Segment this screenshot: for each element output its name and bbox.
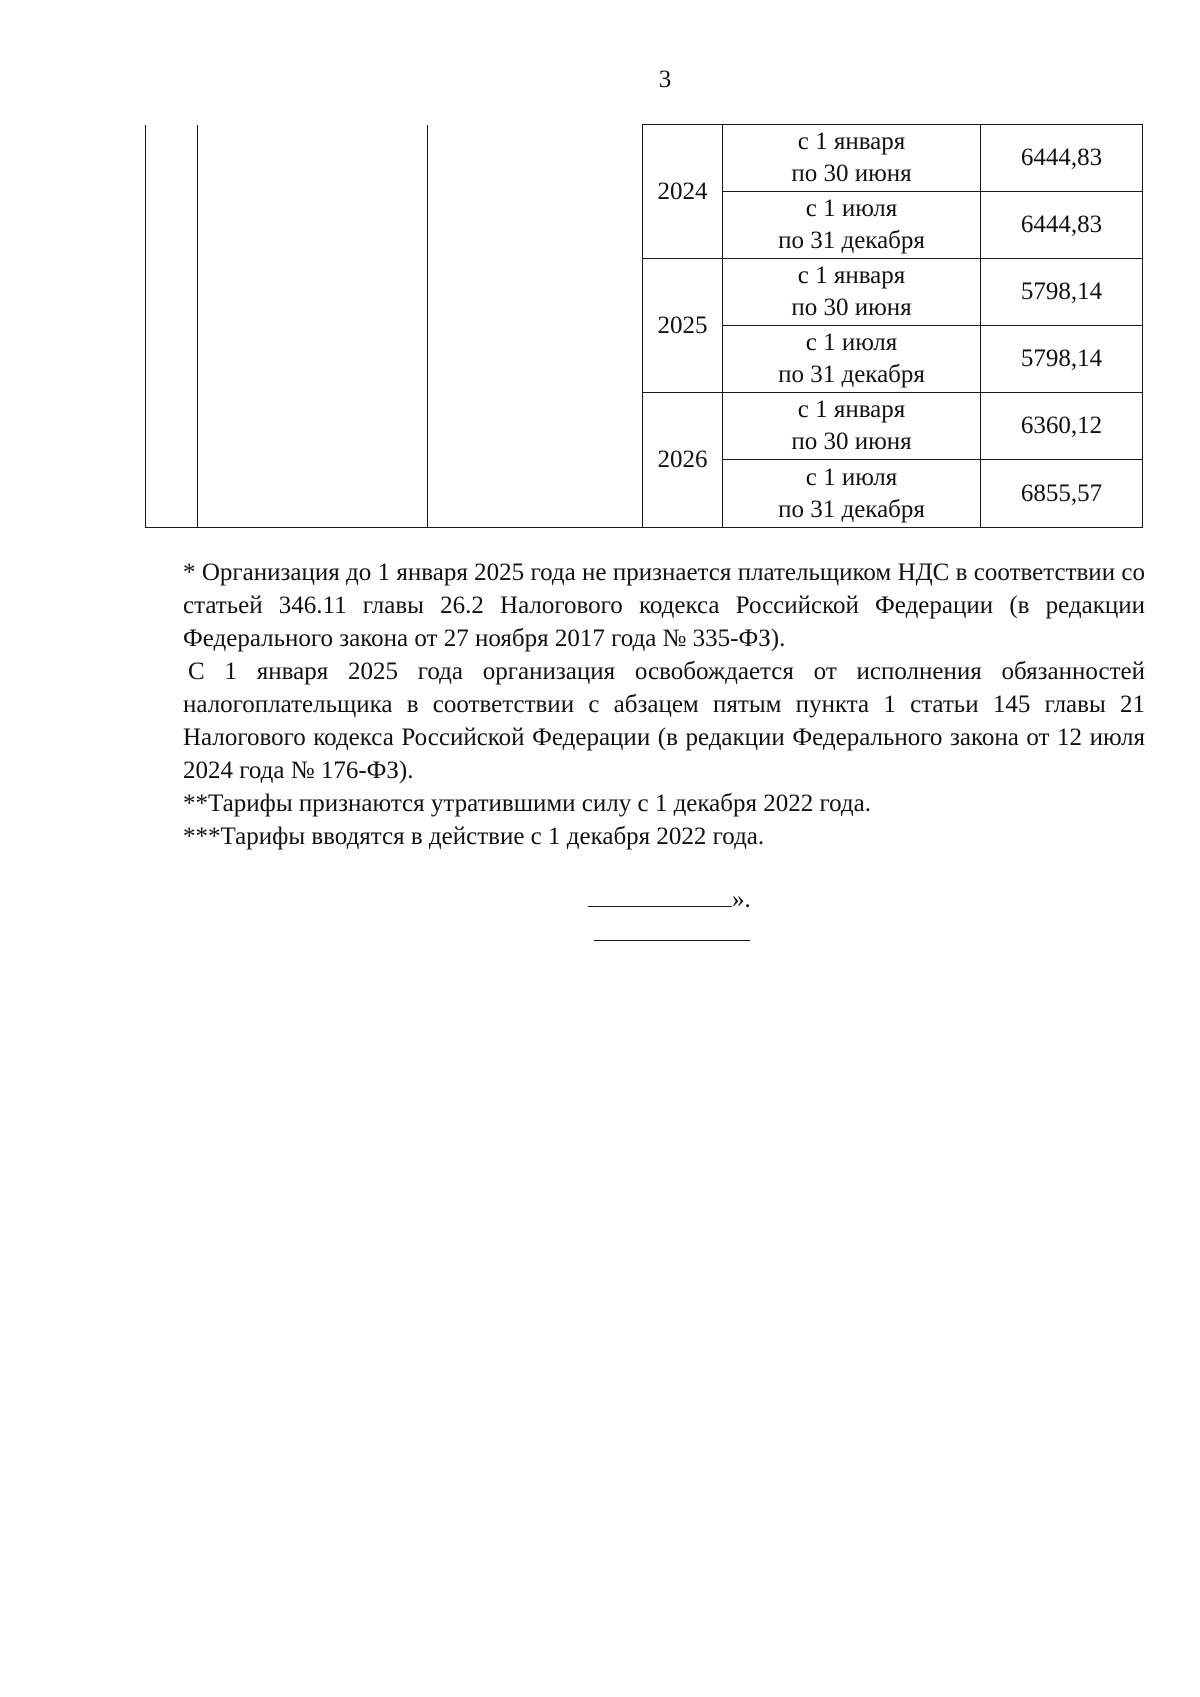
period-cell [723,192,981,259]
table-row [146,125,1143,192]
period-start: с 1 января [797,396,906,423]
closing-underline [588,884,732,907]
year-cell: 2024 [643,125,723,259]
period-start: с 1 января [797,128,906,155]
period-start: с 1 июля [805,195,898,222]
footnote-tariffs-expired: **Тарифы признаются утратившими силу с 1 декабря 2022 года. [183,790,871,817]
period-cell [723,259,981,326]
empty-cell-1 [146,125,198,528]
tariff-value: 6360,12 [981,393,1143,460]
footnotes [183,556,1145,853]
closing-mark [588,884,751,915]
closing-quote: ». [732,886,751,913]
period-end: по 31 декабря [778,361,925,388]
empty-cell-3 [428,125,643,528]
tariff-value: 5798,14 [981,326,1143,393]
year-cell: 2025 [643,259,723,393]
period-end: по 30 июня [791,294,912,321]
period-cell [723,125,981,192]
footnote-vat-continued: С 1 января 2025 года организация освобождается от исполнения обязанностей налогоплательщика в соответствии с абзацем пятым пункта 1 статьи 145 главы 21 Налогового кодекса Российской Федерации (в редакции Федерального закона от 12 июля 2024 года № 176-ФЗ). [183,658,1145,784]
period-start: с 1 июля [805,463,898,491]
period-end: по 30 июня [791,160,912,187]
period-end: по 30 июня [791,428,912,455]
period-start: с 1 июля [805,329,898,356]
period-end: по 31 декабря [778,227,925,254]
year-cell: 2026 [643,393,723,528]
tariff-value: 5798,14 [981,259,1143,326]
period-cell [723,326,981,393]
page-number: 3 [658,66,672,93]
footnote-vat: * Организация до 1 января 2025 года не признается плательщиком НДС в соответствии со статьей 346.11 главы 26.2 Налогового кодекса Российской Федерации (в редакции Федерального закона от 27 ноября 2017 года № 335-ФЗ). [183,559,1145,652]
period-start: с 1 января [797,262,906,289]
tariff-value: 6444,83 [981,192,1143,259]
period-cell [723,460,981,528]
tariff-value: 6444,83 [981,125,1143,192]
footnote-tariffs-effective: ***Тарифы вводятся в действие с 1 декабря 2022 года. [183,823,765,850]
period-end: по 31 декабря [778,495,925,523]
period-cell [723,393,981,460]
end-divider [594,940,750,941]
tariff-value: 6855,57 [981,460,1143,528]
tariff-table [145,124,1143,528]
empty-cell-2 [198,125,428,528]
